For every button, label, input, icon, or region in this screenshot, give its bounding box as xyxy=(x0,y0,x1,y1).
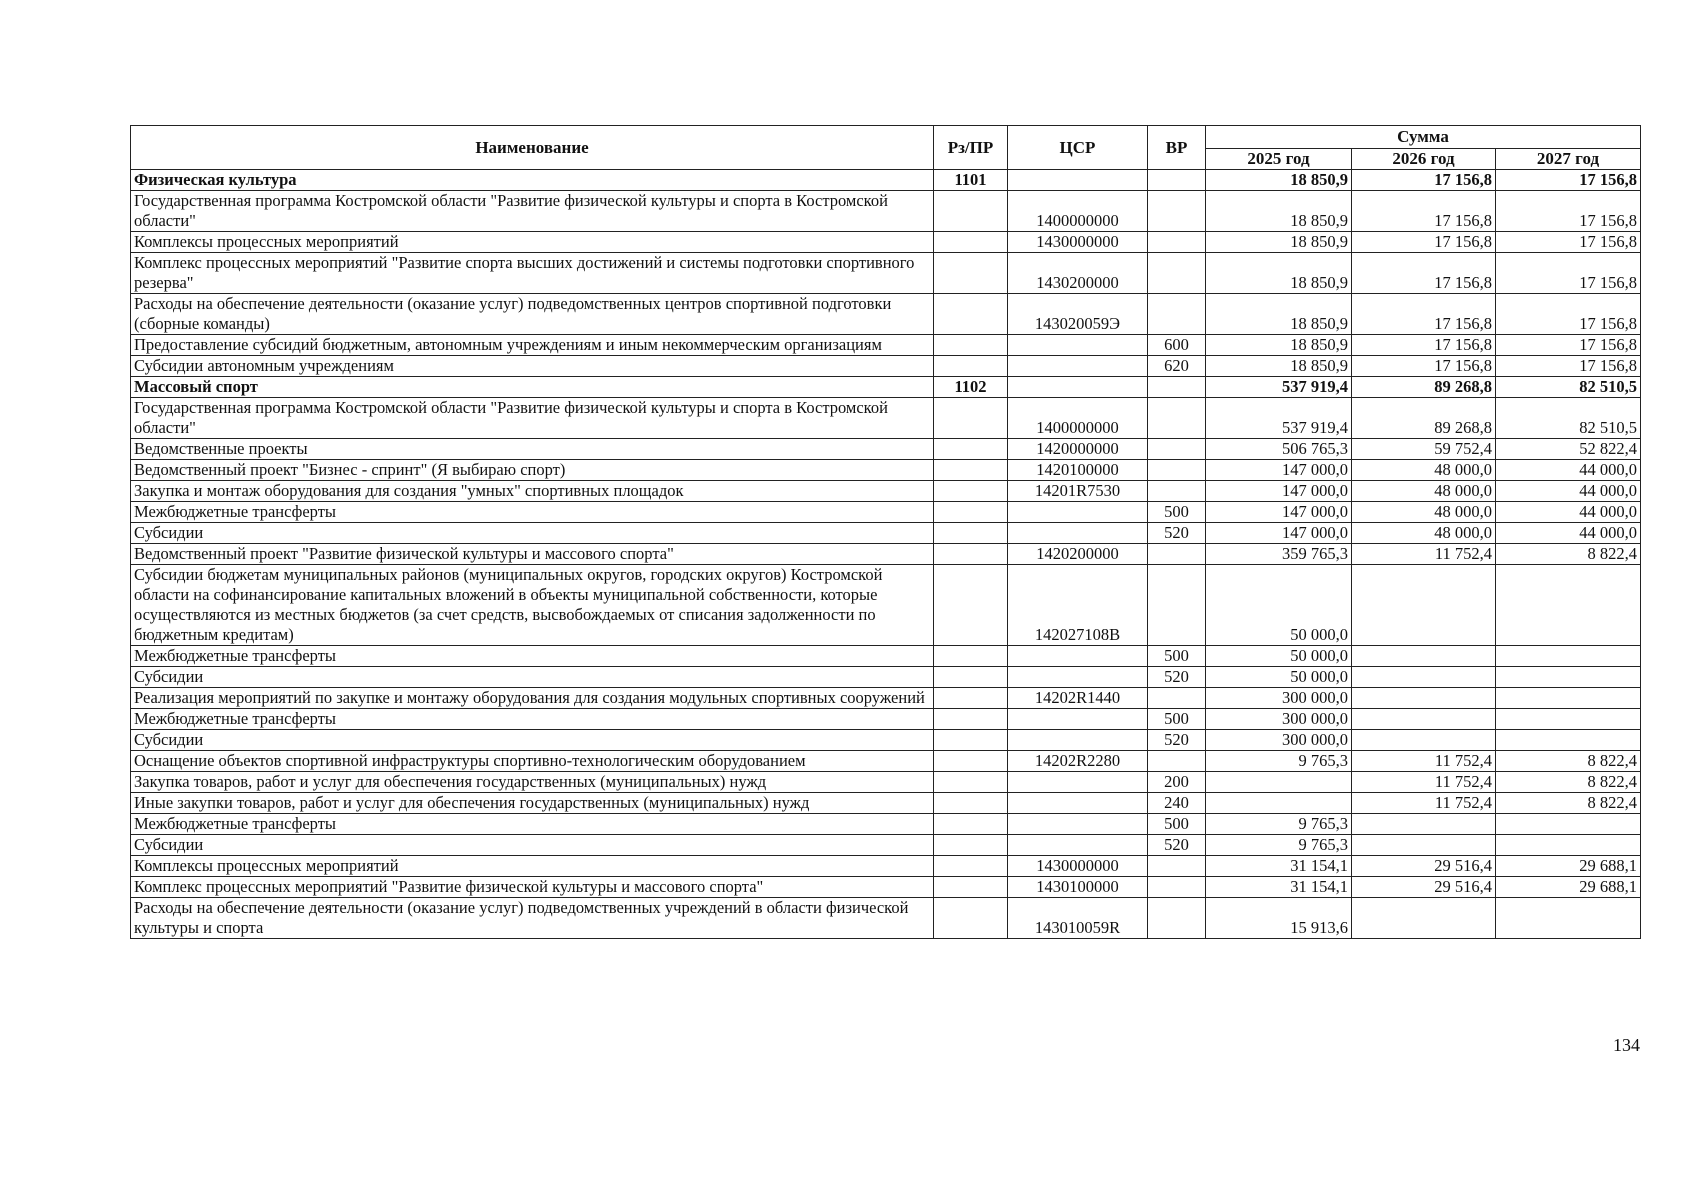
row-sum-2025: 50 000,0 xyxy=(1206,565,1352,646)
row-vr xyxy=(1148,439,1206,460)
row-vr xyxy=(1148,460,1206,481)
row-vr xyxy=(1148,688,1206,709)
table-row xyxy=(131,646,1641,667)
row-name: Субсидии автономным учреждениям xyxy=(131,356,934,377)
row-sum-2026: 89 268,8 xyxy=(1352,398,1496,439)
row-vr: 500 xyxy=(1148,709,1206,730)
row-csr xyxy=(1008,377,1148,398)
row-vr: 520 xyxy=(1148,667,1206,688)
row-csr: 1430200000 xyxy=(1008,253,1148,294)
row-sum-2026: 48 000,0 xyxy=(1352,460,1496,481)
row-name: Межбюджетные трансферты xyxy=(131,709,934,730)
row-sum-2026: 17 156,8 xyxy=(1352,232,1496,253)
row-sum-2025: 300 000,0 xyxy=(1206,709,1352,730)
row-sum-2026: 11 752,4 xyxy=(1352,793,1496,814)
row-name: Закупка и монтаж оборудования для создания "умных" спортивных площадок xyxy=(131,481,934,502)
row-sum-2027: 17 156,8 xyxy=(1496,356,1641,377)
row-name: Межбюджетные трансферты xyxy=(131,502,934,523)
row-sum-2027 xyxy=(1496,709,1641,730)
row-sum-2026 xyxy=(1352,898,1496,939)
row-vr xyxy=(1148,191,1206,232)
row-sum-2025: 18 850,9 xyxy=(1206,191,1352,232)
row-name: Субсидии xyxy=(131,835,934,856)
row-vr: 200 xyxy=(1148,772,1206,793)
row-vr xyxy=(1148,170,1206,191)
row-sum-2027: 44 000,0 xyxy=(1496,523,1641,544)
table-row xyxy=(131,730,1641,751)
row-sum-2027 xyxy=(1496,667,1641,688)
table-row xyxy=(131,877,1641,898)
row-rzpr xyxy=(934,814,1008,835)
header-name: Наименование xyxy=(131,126,934,170)
row-rzpr xyxy=(934,751,1008,772)
row-vr xyxy=(1148,544,1206,565)
row-rzpr xyxy=(934,793,1008,814)
row-name: Государственная программа Костромской области "Развитие физической культуры и спорта в Костромской области" xyxy=(131,398,934,439)
row-vr: 520 xyxy=(1148,730,1206,751)
row-sum-2027: 8 822,4 xyxy=(1496,751,1641,772)
row-name: Субсидии xyxy=(131,667,934,688)
row-rzpr xyxy=(934,523,1008,544)
row-csr xyxy=(1008,793,1148,814)
row-rzpr xyxy=(934,730,1008,751)
row-csr: 142027108В xyxy=(1008,565,1148,646)
row-sum-2026: 17 156,8 xyxy=(1352,170,1496,191)
row-sum-2027: 8 822,4 xyxy=(1496,793,1641,814)
row-vr: 600 xyxy=(1148,335,1206,356)
row-rzpr xyxy=(934,481,1008,502)
row-sum-2025: 300 000,0 xyxy=(1206,688,1352,709)
row-rzpr xyxy=(934,667,1008,688)
row-name: Иные закупки товаров, работ и услуг для обеспечения государственных (муниципальных) нужд xyxy=(131,793,934,814)
row-rzpr xyxy=(934,688,1008,709)
row-sum-2026 xyxy=(1352,730,1496,751)
row-sum-2026: 11 752,4 xyxy=(1352,544,1496,565)
row-vr xyxy=(1148,294,1206,335)
row-rzpr xyxy=(934,772,1008,793)
row-name: Комплексы процессных мероприятий xyxy=(131,232,934,253)
row-csr: 1420100000 xyxy=(1008,460,1148,481)
row-sum-2027: 29 688,1 xyxy=(1496,877,1641,898)
row-sum-2025: 9 765,3 xyxy=(1206,835,1352,856)
row-csr xyxy=(1008,502,1148,523)
row-csr xyxy=(1008,730,1148,751)
row-sum-2027: 44 000,0 xyxy=(1496,502,1641,523)
row-vr xyxy=(1148,232,1206,253)
row-name: Ведомственный проект "Развитие физической культуры и массового спорта" xyxy=(131,544,934,565)
row-sum-2025: 506 765,3 xyxy=(1206,439,1352,460)
table-row xyxy=(131,544,1641,565)
row-sum-2026: 59 752,4 xyxy=(1352,439,1496,460)
row-vr xyxy=(1148,877,1206,898)
header-2026: 2026 год xyxy=(1352,149,1496,170)
table-row xyxy=(131,502,1641,523)
row-sum-2027: 8 822,4 xyxy=(1496,772,1641,793)
row-csr: 1400000000 xyxy=(1008,398,1148,439)
row-vr xyxy=(1148,481,1206,502)
row-name: Закупка товаров, работ и услуг для обеспечения государственных (муниципальных) нужд xyxy=(131,772,934,793)
row-name: Расходы на обеспечение деятельности (оказание услуг) подведомственных учреждений в области физической культуры и спорта xyxy=(131,898,934,939)
row-vr: 500 xyxy=(1148,502,1206,523)
row-vr xyxy=(1148,253,1206,294)
row-sum-2027: 44 000,0 xyxy=(1496,481,1641,502)
row-sum-2025: 18 850,9 xyxy=(1206,335,1352,356)
header-vr: ВР xyxy=(1148,126,1206,170)
table-row xyxy=(131,356,1641,377)
row-sum-2025: 300 000,0 xyxy=(1206,730,1352,751)
row-csr xyxy=(1008,335,1148,356)
header-2025: 2025 год xyxy=(1206,149,1352,170)
row-name: Оснащение объектов спортивной инфраструктуры спортивно-технологическим оборудованием xyxy=(131,751,934,772)
row-rzpr xyxy=(934,439,1008,460)
row-sum-2025: 31 154,1 xyxy=(1206,877,1352,898)
table-row xyxy=(131,460,1641,481)
row-sum-2026: 48 000,0 xyxy=(1352,523,1496,544)
row-sum-2026 xyxy=(1352,565,1496,646)
row-csr xyxy=(1008,356,1148,377)
row-rzpr xyxy=(934,835,1008,856)
row-csr: 14202R1440 xyxy=(1008,688,1148,709)
row-sum-2026: 17 156,8 xyxy=(1352,191,1496,232)
row-vr xyxy=(1148,398,1206,439)
row-rzpr xyxy=(934,191,1008,232)
row-sum-2026: 48 000,0 xyxy=(1352,481,1496,502)
header-rzpr: Рз/ПР xyxy=(934,126,1008,170)
row-sum-2025: 50 000,0 xyxy=(1206,646,1352,667)
row-sum-2025: 9 765,3 xyxy=(1206,814,1352,835)
row-csr: 1420200000 xyxy=(1008,544,1148,565)
table-row xyxy=(131,170,1641,191)
table-row xyxy=(131,814,1641,835)
row-rzpr xyxy=(934,898,1008,939)
row-sum-2026 xyxy=(1352,646,1496,667)
header-csr: ЦСР xyxy=(1008,126,1148,170)
row-sum-2025: 15 913,6 xyxy=(1206,898,1352,939)
row-sum-2026: 17 156,8 xyxy=(1352,356,1496,377)
row-name: Физическая культура xyxy=(131,170,934,191)
table-body xyxy=(131,170,1641,939)
row-rzpr xyxy=(934,544,1008,565)
row-sum-2027: 29 688,1 xyxy=(1496,856,1641,877)
table-row xyxy=(131,751,1641,772)
row-sum-2025: 147 000,0 xyxy=(1206,481,1352,502)
row-sum-2025: 359 765,3 xyxy=(1206,544,1352,565)
table-row xyxy=(131,232,1641,253)
row-rzpr xyxy=(934,356,1008,377)
row-sum-2026 xyxy=(1352,814,1496,835)
row-csr: 1430000000 xyxy=(1008,856,1148,877)
row-sum-2027 xyxy=(1496,730,1641,751)
row-vr xyxy=(1148,751,1206,772)
table-row xyxy=(131,253,1641,294)
row-sum-2025 xyxy=(1206,772,1352,793)
row-vr: 620 xyxy=(1148,356,1206,377)
table-row xyxy=(131,688,1641,709)
row-vr: 500 xyxy=(1148,814,1206,835)
row-csr xyxy=(1008,667,1148,688)
row-sum-2027: 8 822,4 xyxy=(1496,544,1641,565)
row-csr xyxy=(1008,523,1148,544)
row-sum-2025: 18 850,9 xyxy=(1206,253,1352,294)
row-name: Субсидии бюджетам муниципальных районов (муниципальных округов, городских округов) Костромской области на софинансирование капитальных вложений в объекты муниципальной собственности, которые осуществляются из местных бюджетов (за счет средств, высвобождаемых от списания задолженности по бюджетным кредитам) xyxy=(131,565,934,646)
page-number: 134 xyxy=(1613,1035,1640,1055)
row-name: Предоставление субсидий бюджетным, автономным учреждениям и иным некоммерческим организациям xyxy=(131,335,934,356)
row-sum-2026: 11 752,4 xyxy=(1352,751,1496,772)
row-csr xyxy=(1008,814,1148,835)
row-sum-2026: 89 268,8 xyxy=(1352,377,1496,398)
row-rzpr: 1102 xyxy=(934,377,1008,398)
row-sum-2025: 537 919,4 xyxy=(1206,377,1352,398)
row-name: Ведомственные проекты xyxy=(131,439,934,460)
row-vr xyxy=(1148,377,1206,398)
row-sum-2025 xyxy=(1206,793,1352,814)
table-row xyxy=(131,398,1641,439)
row-csr: 1420000000 xyxy=(1008,439,1148,460)
row-sum-2025: 18 850,9 xyxy=(1206,232,1352,253)
row-sum-2027: 17 156,8 xyxy=(1496,253,1641,294)
row-rzpr xyxy=(934,335,1008,356)
row-vr: 500 xyxy=(1148,646,1206,667)
row-sum-2025: 147 000,0 xyxy=(1206,523,1352,544)
row-name: Комплекс процессных мероприятий "Развитие спорта высших достижений и системы подготовки спортивного резерва" xyxy=(131,253,934,294)
row-rzpr xyxy=(934,646,1008,667)
row-csr: 14201R7530 xyxy=(1008,481,1148,502)
row-name: Межбюджетные трансферты xyxy=(131,646,934,667)
row-sum-2027: 44 000,0 xyxy=(1496,460,1641,481)
row-sum-2026: 29 516,4 xyxy=(1352,877,1496,898)
row-sum-2027 xyxy=(1496,814,1641,835)
row-csr xyxy=(1008,835,1148,856)
row-sum-2026: 17 156,8 xyxy=(1352,294,1496,335)
table-row xyxy=(131,523,1641,544)
row-sum-2025: 31 154,1 xyxy=(1206,856,1352,877)
row-name: Расходы на обеспечение деятельности (оказание услуг) подведомственных центров спортивной подготовки (сборные команды) xyxy=(131,294,934,335)
row-csr: 1430000000 xyxy=(1008,232,1148,253)
row-vr xyxy=(1148,565,1206,646)
table-row xyxy=(131,856,1641,877)
row-sum-2025: 50 000,0 xyxy=(1206,667,1352,688)
row-sum-2027: 17 156,8 xyxy=(1496,170,1641,191)
row-rzpr xyxy=(934,232,1008,253)
row-csr: 14202R2280 xyxy=(1008,751,1148,772)
row-csr xyxy=(1008,170,1148,191)
row-name: Субсидии xyxy=(131,730,934,751)
row-rzpr xyxy=(934,709,1008,730)
row-sum-2027 xyxy=(1496,565,1641,646)
row-csr: 1400000000 xyxy=(1008,191,1148,232)
row-sum-2027: 17 156,8 xyxy=(1496,232,1641,253)
row-sum-2026 xyxy=(1352,709,1496,730)
row-rzpr xyxy=(934,398,1008,439)
row-sum-2027: 82 510,5 xyxy=(1496,377,1641,398)
row-name: Массовый спорт xyxy=(131,377,934,398)
row-sum-2027 xyxy=(1496,835,1641,856)
row-sum-2026: 29 516,4 xyxy=(1352,856,1496,877)
table-row xyxy=(131,191,1641,232)
row-sum-2026 xyxy=(1352,667,1496,688)
row-rzpr: 1101 xyxy=(934,170,1008,191)
row-sum-2027: 52 822,4 xyxy=(1496,439,1641,460)
row-sum-2027 xyxy=(1496,646,1641,667)
row-name: Реализация мероприятий по закупке и монтажу оборудования для создания модульных спортивных сооружений xyxy=(131,688,934,709)
table-row xyxy=(131,793,1641,814)
table-row xyxy=(131,898,1641,939)
row-sum-2026: 11 752,4 xyxy=(1352,772,1496,793)
row-sum-2027: 17 156,8 xyxy=(1496,294,1641,335)
row-csr xyxy=(1008,646,1148,667)
row-name: Субсидии xyxy=(131,523,934,544)
row-sum-2025: 18 850,9 xyxy=(1206,170,1352,191)
row-vr xyxy=(1148,898,1206,939)
row-sum-2025: 9 765,3 xyxy=(1206,751,1352,772)
row-sum-2027: 17 156,8 xyxy=(1496,191,1641,232)
row-sum-2026: 48 000,0 xyxy=(1352,502,1496,523)
row-csr xyxy=(1008,709,1148,730)
row-rzpr xyxy=(934,502,1008,523)
table-row xyxy=(131,709,1641,730)
row-name: Комплекс процессных мероприятий "Развитие физической культуры и массового спорта" xyxy=(131,877,934,898)
row-sum-2025: 147 000,0 xyxy=(1206,502,1352,523)
table-row xyxy=(131,481,1641,502)
row-rzpr xyxy=(934,253,1008,294)
row-vr: 520 xyxy=(1148,835,1206,856)
row-sum-2026: 17 156,8 xyxy=(1352,253,1496,294)
table-row xyxy=(131,835,1641,856)
row-vr: 520 xyxy=(1148,523,1206,544)
row-csr: 143020059Э xyxy=(1008,294,1148,335)
table-row xyxy=(131,335,1641,356)
row-sum-2027 xyxy=(1496,688,1641,709)
header-2027: 2027 год xyxy=(1496,149,1641,170)
table-row xyxy=(131,377,1641,398)
table-row xyxy=(131,439,1641,460)
table-row xyxy=(131,667,1641,688)
row-rzpr xyxy=(934,856,1008,877)
row-sum-2027: 17 156,8 xyxy=(1496,335,1641,356)
row-rzpr xyxy=(934,877,1008,898)
row-csr: 143010059R xyxy=(1008,898,1148,939)
row-csr xyxy=(1008,772,1148,793)
row-vr: 240 xyxy=(1148,793,1206,814)
table-row xyxy=(131,772,1641,793)
row-rzpr xyxy=(934,565,1008,646)
row-name: Государственная программа Костромской области "Развитие физической культуры и спорта в Костромской области" xyxy=(131,191,934,232)
row-rzpr xyxy=(934,460,1008,481)
table-row xyxy=(131,294,1641,335)
row-rzpr xyxy=(934,294,1008,335)
row-sum-2025: 537 919,4 xyxy=(1206,398,1352,439)
row-sum-2027 xyxy=(1496,898,1641,939)
row-name: Комплексы процессных мероприятий xyxy=(131,856,934,877)
row-sum-2027: 82 510,5 xyxy=(1496,398,1641,439)
budget-table xyxy=(130,125,1641,939)
row-name: Ведомственный проект "Бизнес - спринт" (Я выбираю спорт) xyxy=(131,460,934,481)
row-sum-2025: 18 850,9 xyxy=(1206,356,1352,377)
row-sum-2025: 147 000,0 xyxy=(1206,460,1352,481)
row-sum-2026 xyxy=(1352,688,1496,709)
header-sum: Сумма xyxy=(1206,126,1641,149)
row-sum-2026: 17 156,8 xyxy=(1352,335,1496,356)
row-vr xyxy=(1148,856,1206,877)
row-csr: 1430100000 xyxy=(1008,877,1148,898)
row-sum-2026 xyxy=(1352,835,1496,856)
row-sum-2025: 18 850,9 xyxy=(1206,294,1352,335)
row-name: Межбюджетные трансферты xyxy=(131,814,934,835)
table-row xyxy=(131,565,1641,646)
